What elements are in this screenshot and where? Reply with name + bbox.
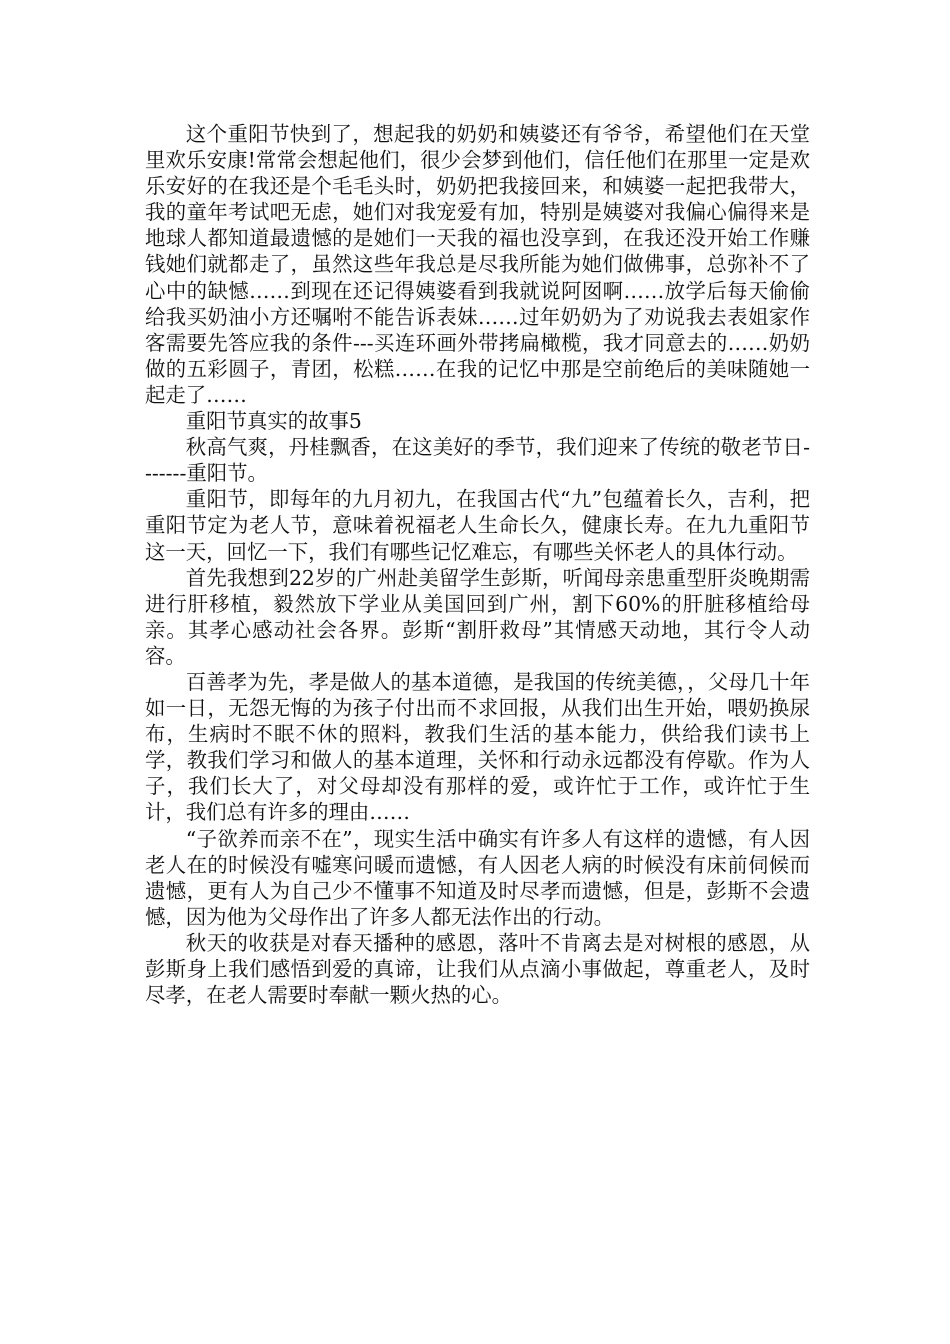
paragraph-filial-piety: 百善孝为先，孝是做人的基本道德，是我国的传统美德，，父母几十年如一日，无怨无悔的为孩子付出而不求回报，从我们出生开始，喂奶换尿布，生病时不眠不休的照料，教我们生活的基本能力，供给我们读书上学，教我们学习和做人的基本道理，关怀和行动永远都没有停歇。作为人子，我们长大了，对父母却没有那样的爱，或许忙于工作，或许忙于生计，我们总有许多的理由…… — [145, 669, 810, 825]
paragraph-gratitude: 秋天的收获是对春天播种的感恩，落叶不肯离去是对树根的感恩，从彭斯身上我们感悟到爱的真谛，让我们从点滴小事做起，尊重老人，及时尽孝，在老人需要时奉献一颗火热的心。 — [145, 930, 810, 1008]
paragraph-autumn-festival: 秋高气爽，丹桂飘香，在这美好的季节，我们迎来了传统的敬老节日-------重阳节。 — [145, 435, 810, 486]
paragraph-chongyang-meaning: 重阳节，即每年的九月初九，在我国古代“九”包蕴着长久，吉利，把重阳节定为老人节，意味着祝福老人生命长久，健康长寿。在九九重阳节这一天，回忆一下，我们有哪些记忆难忘，有哪些关怀老人的具体行动。 — [145, 487, 810, 564]
section-heading: 重阳节真实的故事5 — [185, 409, 362, 434]
paragraph-peng-si-story: 首先我想到22岁的广州赴美留学生彭斯，听闻母亲患重型肝炎晚期需进行肝移植，毅然放下学业从美国回到广州，割下60%的肝脏移植给母亲。其孝心感动社会各界。彭斯“割肝救母”其情感天动地，其行令人动容。 — [145, 565, 810, 668]
document-body — [145, 121, 810, 1008]
paragraph-memories: 这个重阳节快到了，想起我的奶奶和姨婆还有爷爷，希望他们在天堂里欢乐安康!常常会想起他们，很少会梦到他们，信任他们在那里一定是欢乐安好的在我还是个毛毛头时，奶奶把我接回来，和姨婆一起把我带大，我的童年考试吧无虑，她们对我宠爱有加，特别是姨婆对我偏心偏得来是地球人都知道最遗憾的是她们一天我的福也没享到，在我还没开始工作赚钱她们就都走了，虽然这些年我总是尽我所能为她们做佛事，总弥补不了心中的缺憾……到现在还记得姨婆看到我就说阿囡啊……放学后每天偷偷给我买奶油小方还嘱咐不能告诉表妹……过年奶奶为了劝说我去表姐家作客需要先答应我的条件---买连环画外带拷扁橄榄，我才同意去的……奶奶做的五彩圆子，青团，松糕……在我的记忆中那是空前绝后的美味随她一起走了…… — [145, 122, 810, 407]
paragraph-regrets: “子欲养而亲不在”，现实生活中确实有许多人有这样的遗憾，有人因老人在的时候没有嘘寒问暖而遗憾，有人因老人病的时候没有床前伺候而遗憾，更有人为自己少不懂事不知道及时尽孝而遗憾，但是，彭斯不会遗憾，因为他为父母作出了许多人都无法作出的行动。 — [145, 826, 810, 929]
